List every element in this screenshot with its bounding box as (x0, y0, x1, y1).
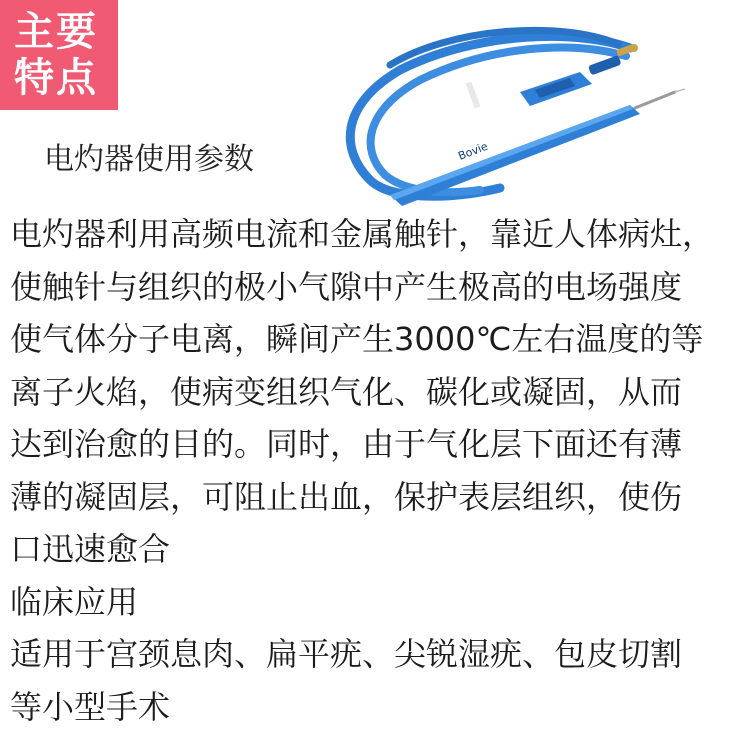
feature-badge (0, 0, 118, 110)
text-line: 离子火焰，使病变组织气化、碳化或凝固，从而 (10, 372, 683, 411)
electrocautery-pen-icon (330, 10, 690, 210)
svg-text:Bovie: Bovie (456, 139, 490, 163)
text-line: 薄的凝固层，可阻止出血，保护表层组织，使伤 (10, 477, 683, 516)
badge-line-1: 主要 (14, 9, 98, 55)
section-subtitle: 电灼器使用参数 (44, 142, 254, 177)
section-heading-clinical: 临床应用 (10, 582, 139, 621)
text-line: 适用于宫颈息肉、扁平疣、尖锐湿疣、包皮切割 (10, 635, 683, 673)
badge-line-2: 特点 (14, 55, 98, 101)
text-line: 达到治愈的目的。同时，由于气化层下面还有薄 (10, 425, 683, 463)
text-line: 电灼器利用高频电流和金属触针，靠近人体病灶， (10, 215, 715, 253)
text-line: 使触针与组织的极小气隙中产生极高的电场强度 (10, 267, 683, 306)
text-line: 口迅速愈合 (10, 530, 171, 568)
text-line: 使气体分子电离，瞬间产生3000℃左右温度的等 (10, 320, 704, 358)
description-text (10, 208, 740, 733)
text-line: 等小型手术 (10, 687, 171, 726)
